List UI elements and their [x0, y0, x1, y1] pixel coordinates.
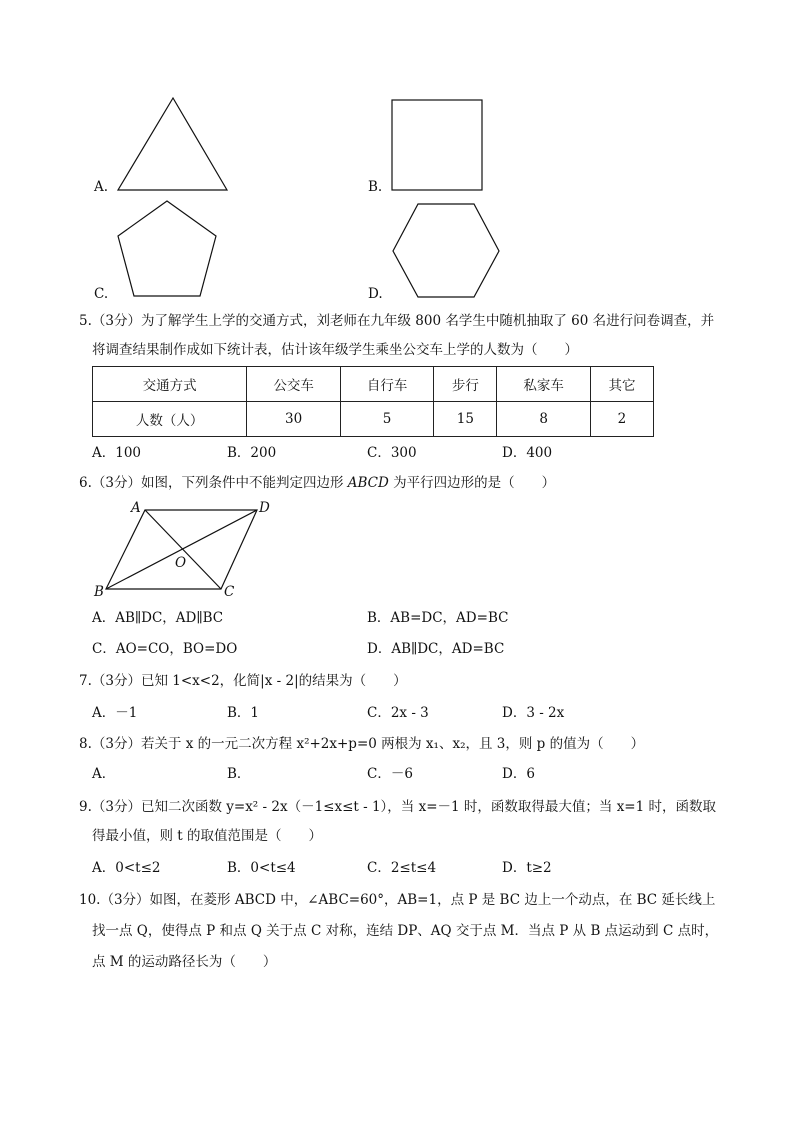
- vertex-a-label: A: [131, 500, 141, 516]
- table-header-row: [93, 367, 654, 402]
- q6-text-abcd: ABCD: [347, 475, 389, 491]
- vertex-c-label: C: [224, 584, 235, 600]
- q5-option-c: C．300: [367, 445, 417, 461]
- q6-option-c: C．AO=CO，BO=DO: [92, 641, 238, 657]
- q8-option-d: D．6: [502, 766, 535, 782]
- question-10-text: 10.（3分）如图，在菱形 ABCD 中，∠ABC=60°，AB=1，点 P 是 BC 边上一个动点，在 BC 延长线上: [79, 892, 716, 908]
- diagonal-ac: [145, 510, 221, 589]
- square-shape: [392, 100, 482, 190]
- option-a-label: A.: [94, 179, 109, 195]
- table-cell: 15: [434, 402, 497, 437]
- q6-option-d: D．AB∥DC，AD=BC: [367, 641, 505, 657]
- triangle-shape: [118, 98, 227, 190]
- question-9-text-line2: 得最小值，则 t 的取值范围是（ ）: [92, 828, 323, 844]
- q6-option-b: B．AB=DC，AD=BC: [367, 610, 509, 626]
- table-cell: 2: [590, 402, 653, 437]
- q9-option-c: C．2≤t≤4: [367, 860, 437, 876]
- table-header-cell: 步行: [434, 367, 497, 402]
- option-c-label: C.: [94, 286, 109, 302]
- q7-option-b: B．1: [227, 705, 260, 721]
- q5-option-a: A．100: [92, 445, 142, 461]
- q7-option-d: D．3 - 2x: [502, 705, 565, 721]
- question-5-text: 5.（3分）为了解学生上学的交通方式，刘老师在九年级 800 名学生中随机抽取了 60 名进行问卷调查，并: [79, 313, 715, 329]
- q9-option-b: B．0<t≤4: [227, 860, 296, 876]
- table-cell: 5: [340, 402, 434, 437]
- table-cell: 人数（人）: [93, 402, 247, 437]
- q7-option-c: C．2x - 3: [367, 705, 429, 721]
- pentagon-shape: [118, 201, 216, 296]
- diagonal-bd: [106, 510, 257, 589]
- q9-option-d: D．t≥2: [502, 860, 552, 876]
- question-10-text-line3: 点 M 的运动路径长为（ ）: [92, 954, 277, 970]
- option-b-label: B.: [368, 179, 383, 195]
- q8-option-c: C．－6: [367, 766, 413, 782]
- question-10-text-line2: 找一点 Q，使得点 P 和点 Q 关于点 C 对称，连结 DP、AQ 交于点 M．当点 P 从 B 点运动到 C 点时，: [92, 923, 719, 939]
- parallelogram-figure: [106, 510, 257, 589]
- q8-option-a: A．: [92, 766, 116, 782]
- q8-option-b: B．: [227, 766, 251, 782]
- statistics-table: [92, 366, 654, 437]
- vertex-b-label: B: [94, 584, 104, 600]
- table-cell: 30: [247, 402, 341, 437]
- table-row: [93, 402, 654, 437]
- table-header-cell: 其它: [590, 367, 653, 402]
- vertex-d-label: D: [259, 500, 270, 516]
- table-header-cell: 私家车: [497, 367, 591, 402]
- question-5-text-line2: 将调查结果制作成如下统计表，估计该年级学生乘坐公交车上学的人数为（ ）: [92, 342, 578, 358]
- table-cell: 8: [497, 402, 591, 437]
- q6-option-a: A．AB∥DC，AD∥BC: [92, 610, 224, 626]
- table-header-cell: 公交车: [247, 367, 341, 402]
- question-9-text: 9.（3分）已知二次函数 y=x² - 2x（－1≤x≤t - 1），当 x=－1 时，函数取得最大值；当 x=1 时，函数取: [79, 799, 716, 815]
- question-6-text: [79, 474, 555, 492]
- q5-option-d: D．400: [502, 445, 553, 461]
- center-o-label: O: [175, 555, 187, 571]
- table-header-cell: 交通方式: [93, 367, 247, 402]
- option-d-label: D.: [368, 286, 383, 302]
- q5-option-b: B．200: [227, 445, 277, 461]
- hexagon-shape: [393, 204, 499, 297]
- q6-text-part-b: 为平行四边形的是（ ）: [388, 475, 556, 491]
- question-7-text: 7.（3分）已知 1<x<2，化简|x - 2|的结果为（ ）: [79, 673, 407, 689]
- q6-text-part-a: 6.（3分）如图，下列条件中不能判定四边形: [79, 475, 348, 491]
- table-header-cell: 自行车: [340, 367, 434, 402]
- q7-option-a: A．－1: [92, 705, 138, 721]
- q9-option-a: A．0<t≤2: [92, 860, 161, 876]
- question-8-text: 8.（3分）若关于 x 的一元二次方程 x²+2x+p=0 两根为 x₁、x₂，且 3，则 p 的值为（ ）: [79, 736, 645, 752]
